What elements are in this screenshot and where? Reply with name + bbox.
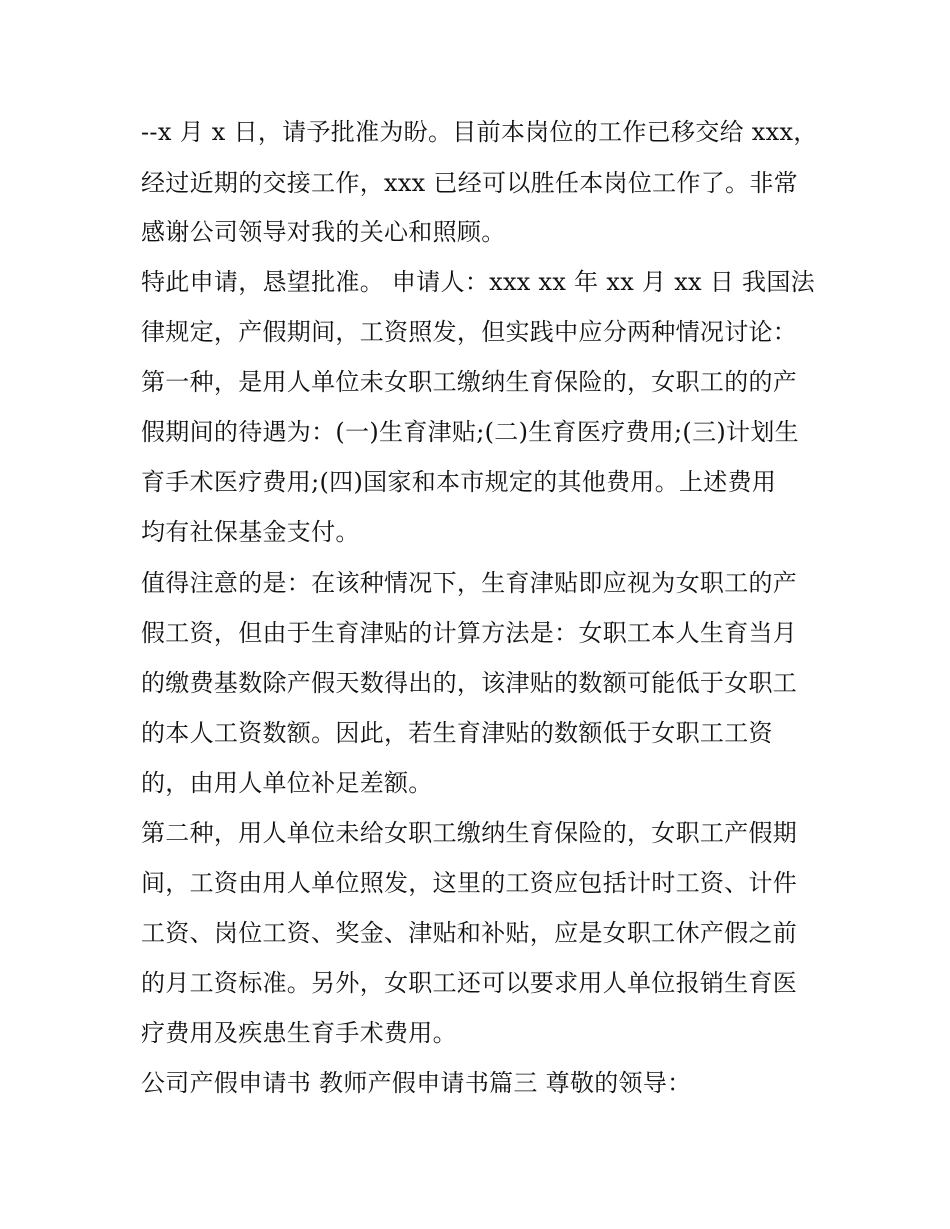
text-line: 公司产假申请书 教师产假申请书篇三 尊敬的领导： xyxy=(141,1069,692,1097)
text-line: 特此申请，恳望批准。 申请人：xxx xx 年 xx 月 xx 日 我国法 xyxy=(141,268,815,296)
text-line: 假期间的待遇为：(一)生育津贴;(二)生育医疗费用;(三)计划生 xyxy=(141,418,799,446)
text-line: 经过近期的交接工作，xxx 已经可以胜任本岗位工作了。非常 xyxy=(141,169,798,197)
text-line: 值得注意的是：在该种情况下，生育津贴即应视为女职工的产 xyxy=(141,569,798,597)
text-line: 第一种，是用人单位未女职工缴纳生育保险的，女职工的的产 xyxy=(141,368,798,396)
text-line: 的月工资标准。另外，女职工还可以要求用人单位报销生育医 xyxy=(141,969,798,997)
text-line: 的，由用人单位补足差额。 xyxy=(141,769,433,797)
text-line: 间，工资由用人单位照发，这里的工资应包括计时工资、计件 xyxy=(141,869,798,897)
text-line: 育手术医疗费用;(四)国家和本市规定的其他费用。上述费用 xyxy=(141,468,777,496)
text-line: 第二种，用人单位未给女职工缴纳生育保险的，女职工产假期 xyxy=(141,819,798,847)
text-line: 律规定，产假期间，工资照发，但实践中应分两种情况讨论： xyxy=(141,318,798,346)
text-line: 感谢公司领导对我的关心和照顾。 xyxy=(141,218,506,246)
text-line: 均有社保基金支付。 xyxy=(141,518,360,546)
text-line: 的本人工资数额。因此，若生育津贴的数额低于女职工工资 xyxy=(141,719,773,747)
text-line: --x 月 x 日，请予批准为盼。目前本岗位的工作已移交给 xxx， xyxy=(141,118,818,146)
text-line: 工资、岗位工资、奖金、津贴和补贴，应是女职工休产假之前 xyxy=(141,919,798,947)
text-line: 疗费用及疾患生育手术费用。 xyxy=(141,1019,457,1047)
text-line: 的缴费基数除产假天数得出的，该津贴的数额可能低于女职工 xyxy=(141,669,798,697)
text-line: 假工资，但由于生育津贴的计算方法是：女职工本人生育当月 xyxy=(141,619,798,647)
